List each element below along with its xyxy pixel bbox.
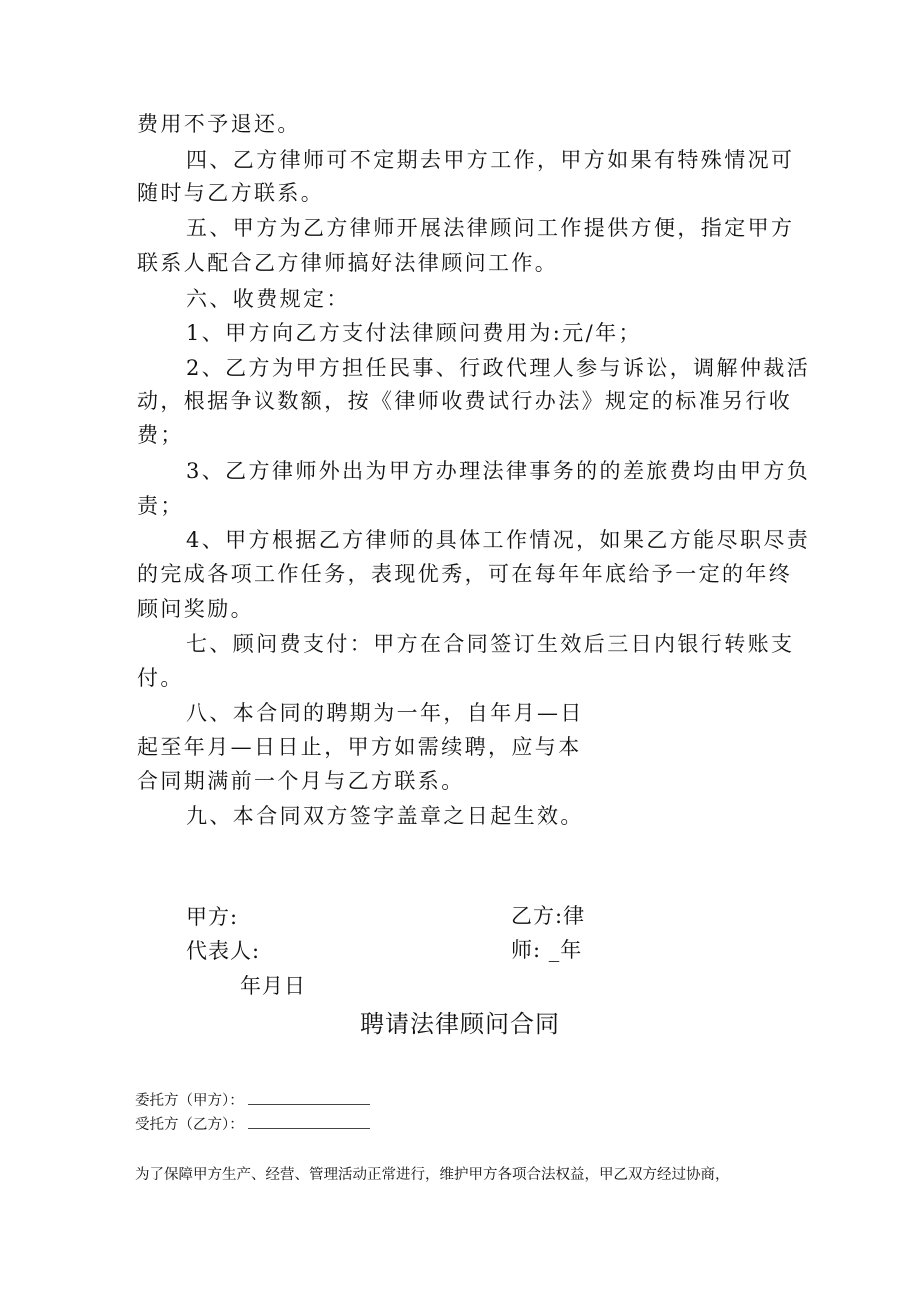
clause-7-line: 七、顾问费支付：甲方在合同签订生效后三日内银行转账支	[186, 632, 795, 656]
signature-date: 年月日	[240, 974, 306, 998]
clause-9-line: 九、本合同双方签字盖章之日起生效。	[186, 804, 584, 828]
client-party-blank	[248, 1092, 370, 1105]
party-b-label: 乙方:律	[511, 904, 586, 928]
fee-item-4: 顾问奖励。	[137, 597, 254, 621]
clause-line: 费用不予退还。	[137, 112, 301, 136]
fee-item-2: 费；	[137, 423, 184, 447]
agent-party-row	[135, 1115, 370, 1135]
client-party-label: 委托方（甲方）：	[135, 1093, 244, 1109]
clause-8-line: 起至年月—日日止，甲方如需续聘，应与本	[137, 735, 582, 759]
contract-title: 聘请法律顾问合同	[360, 1010, 560, 1038]
clause-5-line: 联系人配合乙方律师搞好法律顾问工作。	[137, 251, 559, 275]
lawyer-label: 师: _年	[511, 938, 583, 962]
preamble-text: 为了保障甲方生产、经营、管理活动正常进行，维护甲方各项合法权益，甲乙双方经过协商，	[135, 1167, 730, 1183]
clause-6-heading: 六、收费规定：	[186, 287, 350, 311]
clause-7-line: 付。	[137, 666, 184, 690]
fee-item-4: 4、甲方根据乙方律师的具体工作情况，如果乙方能尽职尽责	[186, 528, 811, 552]
clause-4-line: 随时与乙方联系。	[137, 181, 325, 205]
party-a-label: 甲方:	[186, 905, 239, 929]
fee-item-3: 责；	[137, 494, 184, 518]
fee-item-2: 动，根据争议数额，按《律师收费试行办法》规定的标准另行收	[137, 389, 793, 413]
agent-party-blank	[248, 1116, 370, 1129]
fee-item-2: 2、乙方为甲方担任民事、行政代理人参与诉讼，调解仲裁活	[186, 356, 811, 380]
clause-4-line: 四、乙方律师可不定期去甲方工作，甲方如果有特殊情况可	[186, 148, 795, 172]
fee-item-3: 3、乙方律师外出为甲方办理法律事务的的差旅费均由甲方负	[186, 459, 811, 483]
representative-label: 代表人:	[186, 939, 261, 963]
clause-8-line: 八、本合同的聘期为一年，自年月—日	[186, 701, 584, 725]
clause-8-line: 合同期满前一个月与乙方联系。	[137, 769, 465, 793]
client-party-row	[135, 1091, 370, 1111]
clause-5-line: 五、甲方为乙方律师开展法律顾问工作提供方便，指定甲方	[186, 216, 795, 240]
fee-item-4: 的完成各项工作任务，表现优秀，可在每年年底给予一定的年终	[137, 562, 793, 586]
fee-item-1: 1、甲方向乙方支付法律顾问费用为:元/年；	[186, 321, 642, 345]
agent-party-label: 受托方（乙方）：	[135, 1117, 244, 1133]
